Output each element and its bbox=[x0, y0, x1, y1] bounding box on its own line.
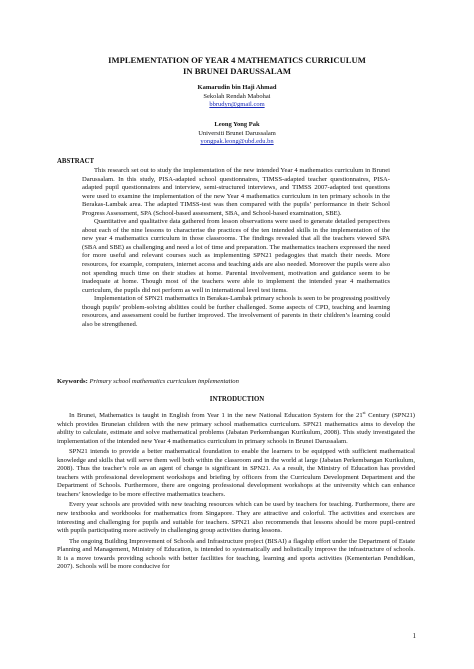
author-block-1 bbox=[40, 84, 434, 110]
author1-name: Kamarudin bin Haji Ahmad bbox=[197, 84, 277, 91]
intro-paragraph-4: The ongoing Building Improvement of Schools and Infrastructure project (BISAI) a flagship effort under the Department of Estate Planning and Management, Ministry of Education, is intended to systematically and holistically improve the infrastructure of schools. It is a move towards providing schools with better facilities for teaching, learning and sports activities (Kementerian Pendidikan, 2007). Schools will be more conducive for bbox=[57, 537, 415, 571]
abstract-paragraph-2: Quantitative and qualitative data gathered from lesson observations were used to generate detailed perspectives about each of the nine lessons to characterise the practices of the ten intended skills in the implementation of the new year 4 mathematics curriculum in those classrooms. The findings revealed that all the teachers viewed SPA (SBA and SBE) as challenging and need a lot of time and preparation. The mathematics teachers expressed the need for more useful and relevant courses such as implementing SPN21 pedagogies that match their needs. More resources, for example, computers, internet access and teaching aids are also needed. Moreover the pupils were also not spending much time on their studies at home. Parental involvement, motivation and guidance seem to be inadequate at home. Though most of the teachers were able to implement the intended year 4 mathematics curriculum, the pupils did not perform as well in international level test items. bbox=[82, 218, 390, 294]
page-number: 1 bbox=[412, 632, 416, 640]
abstract-paragraph-3: Implementation of SPN21 mathematics in Berakas-Lambak primary schools is seen to be progressing positively though pupils’ problem-solving abilities could be further challenged. Some aspects of CPD, teaching and learning resources, and assessment could be further improved. The involvement of parents in their children’s learning could also be strengthened. bbox=[82, 295, 390, 328]
introduction-body bbox=[57, 409, 415, 572]
keywords-value: Primary school mathematics curriculum implementation bbox=[89, 378, 239, 385]
introduction-heading: INTRODUCTION bbox=[209, 396, 265, 403]
title-line-2: IN BRUNEI DARUSSALAM bbox=[183, 66, 291, 76]
author2-email-link[interactable]: yongpak.leong@ubd.edu.bn bbox=[200, 138, 274, 146]
intro-paragraph-3: Every year schools are provided with new teaching resources which can be used by teachers for teaching. Furthermore, there are new textbooks and workbooks for mathematics from Singapore. They are attractive and colorful. The activities and exercises are interesting and challenging for pupils and suitable for teachers. SPN21 also recommends that lessons should be more pupil-centred with pupils participating more actively in challenging group activities during lessons. bbox=[57, 501, 415, 535]
abstract-body bbox=[82, 167, 390, 329]
author-block-2 bbox=[40, 121, 434, 147]
intro-paragraph-2: SPN21 intends to provide a better mathematical foundation to enable the learners to be equipped with sufficient mathematical knowledge and skills that will serve them well both within the classroom and in the world at large (Jabatan Perkembangan Kurikulum, 2008). Thus the teacher’s role as an agent of change is significant in SPN21. As a result, the Ministry of Education has provided teachers with professional development workshops and briefing by officers from the Curriculum Development Department and the Department of Schools. Furthermore, there are ongoing professional development workshops at the university which can enhance teachers’ knowledge to be more effective mathematics teachers. bbox=[57, 448, 415, 498]
intro-p1-text-b: Century (SPN21) which provides Bruneian children with the new primary school mathematics curriculum. SPN21 mathematics aims to develop the ability to calculate, estimate and solve mathematical problems (Jabatan Perkembangan Kurikulum, 2008). This study investigated the implementation of the intended new Year 4 mathematics curriculum in primary schools in Brunei Darussalam. bbox=[57, 412, 415, 445]
intro-paragraph-1 bbox=[57, 409, 415, 446]
title-line-1: IMPLEMENTATION OF YEAR 4 MATHEMATICS CURRICULUM bbox=[108, 55, 366, 65]
author1-email-link[interactable]: bbrudyn@gmail.com bbox=[209, 101, 265, 109]
abstract-paragraph-1: This research set out to study the implementation of the new intended Year 4 mathematics curriculum in Brunei Darussalam. In this study, PISA-adapted school questionnaires, TIMSS-adapted teacher questionnaires, PISA-adapted pupil questionnaires and interview, semi-structured interviews, and TIMSS 2007-adapted test questions were used to examine the implementation of the new Year 4 mathematics curriculum in ten primary schools in the Berakas-Lambak area. The adapted TIMSS-test was then compared with the pupils’ performance in their School Progress Assessment, SPA (School-based assessment, SBA, and School-based examination, SBE). bbox=[82, 167, 390, 217]
author1-affiliation: Sekolah Rendah Mabohai bbox=[203, 92, 271, 100]
author2-name: Leong Yong Pak bbox=[214, 121, 260, 128]
abstract-heading: ABSTRACT bbox=[57, 158, 95, 165]
paper-title bbox=[40, 55, 434, 77]
intro-p1-text-a: In Brunei, Mathematics is taught in English from Year 1 in the new National Education System for the 21 bbox=[69, 412, 363, 419]
author2-affiliation: Universiti Brunei Darussalam bbox=[198, 129, 276, 137]
keywords-label: Keywords: bbox=[57, 378, 88, 385]
keywords-line bbox=[57, 378, 239, 385]
intro-p1-superscript: st bbox=[362, 409, 366, 415]
